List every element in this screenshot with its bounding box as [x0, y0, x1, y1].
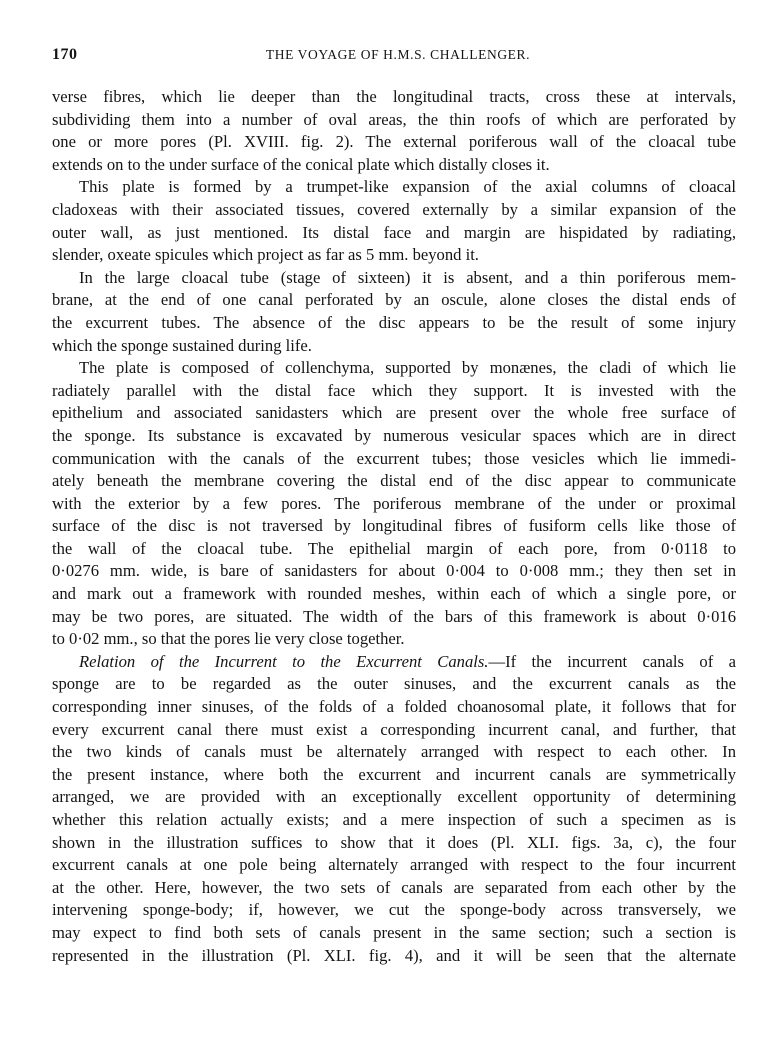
- text-line: 0·0276 mm. wide, is bare of sanidasters for about 0·004 to 0·008 mm.; they then set in: [52, 561, 736, 581]
- text-line: cladoxeas with their associated tissues, covered externally by a similar expansion of the: [52, 199, 736, 219]
- text-line: the two kinds of canals must be alternately arranged with respect to each other. In: [52, 742, 736, 762]
- text-line: corresponding inner sinuses, of the folds of a folded choanosomal plate, it follows that for: [52, 697, 736, 717]
- paragraph: [52, 357, 736, 651]
- text-line: extends on to the under surface of the conical plate which distally closes it.: [52, 154, 550, 174]
- text-line: excurrent canals at one pole being alternately arranged with respect to the four incurrent: [52, 855, 736, 875]
- paragraph: [52, 651, 736, 967]
- text-line: brane, at the end of one canal perforated by an oscule, alone closes the distal ends of: [52, 290, 736, 310]
- text-line: arranged, we are provided with an exceptionally excellent opportunity of determining: [52, 787, 736, 807]
- running-title: THE VOYAGE OF H.M.S. CHALLENGER.: [265, 47, 531, 62]
- text-line: This plate is formed by a trumpet-like expansion of the axial columns of cloacal: [79, 177, 736, 197]
- body-text: [52, 86, 736, 967]
- text-line: The plate is composed of collenchyma, supported by monænes, the cladi of which lie: [79, 358, 736, 378]
- text-line: communication with the canals of the excurrent tubes; those vesicles which lie immedi-: [52, 448, 736, 468]
- text-line: to 0·02 mm., so that the pores lie very close together.: [52, 629, 405, 649]
- text-line: the present instance, where both the excurrent and incurrent canals are symmetrically: [52, 764, 736, 784]
- text-line: and mark out a framework with rounded meshes, within each of which a single pore, or: [52, 584, 736, 604]
- text-line: one or more pores (Pl. XVIII. fig. 2). The external poriferous wall of the cloacal tube: [52, 132, 736, 152]
- text-line: intervening sponge-body; if, however, we cut the sponge-body across transversely, we: [52, 900, 736, 920]
- text-line: slender, oxeate spicules which project as far as 5 mm. beyond it.: [52, 245, 479, 265]
- text-line: every excurrent canal there must exist a corresponding incurrent canal, and further, that: [52, 719, 736, 739]
- text-line: surface of the disc is not traversed by longitudinal fibres of fusiform cells like those of: [52, 516, 736, 536]
- text-line: verse fibres, which lie deeper than the longitudinal tracts, cross these at intervals,: [52, 87, 736, 106]
- text-line: represented in the illustration (Pl. XLI. fig. 4), and it will be seen that the alternate: [52, 945, 736, 965]
- text-line: which the sponge sustained during life.: [52, 335, 312, 355]
- text-line: may expect to find both sets of canals present in the same section; such a section is: [52, 922, 736, 942]
- text-line: the sponge. Its substance is excavated by numerous vesicular spaces which are in direct: [52, 425, 736, 445]
- text-line: at the other. Here, however, the two sets of canals are separated from each other by the: [52, 877, 736, 897]
- text-line: may be two pores, are situated. The width of the bars of this framework is about 0·016: [52, 606, 736, 626]
- page-number: 170: [52, 46, 78, 63]
- text-line: the excurrent tubes. The absence of the disc appears to be the result of some injury: [52, 312, 736, 332]
- text-line: [52, 651, 736, 674]
- running-header: [52, 46, 736, 68]
- text-line: the wall of the cloacal tube. The epithelial margin of each pore, from 0·0118 to: [52, 538, 736, 558]
- text-line: radiately parallel with the distal face which they support. It is invested with the: [52, 380, 736, 400]
- text-line: outer wall, as just mentioned. Its distal face and margin are hispidated by radiating,: [52, 222, 736, 242]
- text-line: epithelium and associated sanidasters which are present over the whole free surface of: [52, 403, 736, 423]
- text-line: ately beneath the membrane covering the distal end of the disc appear to communicate: [52, 471, 736, 491]
- heading-tail-text: —If the incurrent canals of a: [488, 651, 737, 671]
- text-line: sponge are to be regarded as the outer sinuses, and the excurrent canals as the: [52, 674, 736, 694]
- text-line: shown in the illustration suffices to show that it does (Pl. XLI. figs. 3a, c), the four: [52, 832, 736, 852]
- paragraph: [52, 267, 736, 357]
- section-heading: Relation of the Incurrent to the Excurrent Canals.: [79, 651, 489, 671]
- paragraph: [52, 86, 736, 176]
- text-line: subdividing them into a number of oval areas, the thin roofs of which are perforated by: [52, 109, 736, 129]
- paragraph: [52, 176, 736, 266]
- text-line: In the large cloacal tube (stage of sixteen) it is absent, and a thin poriferous mem-: [79, 267, 736, 287]
- text-line: whether this relation actually exists; and a mere inspection of such a specimen as is: [52, 810, 736, 829]
- text-line: with the exterior by a few pores. The poriferous membrane of the under or proximal: [52, 493, 736, 513]
